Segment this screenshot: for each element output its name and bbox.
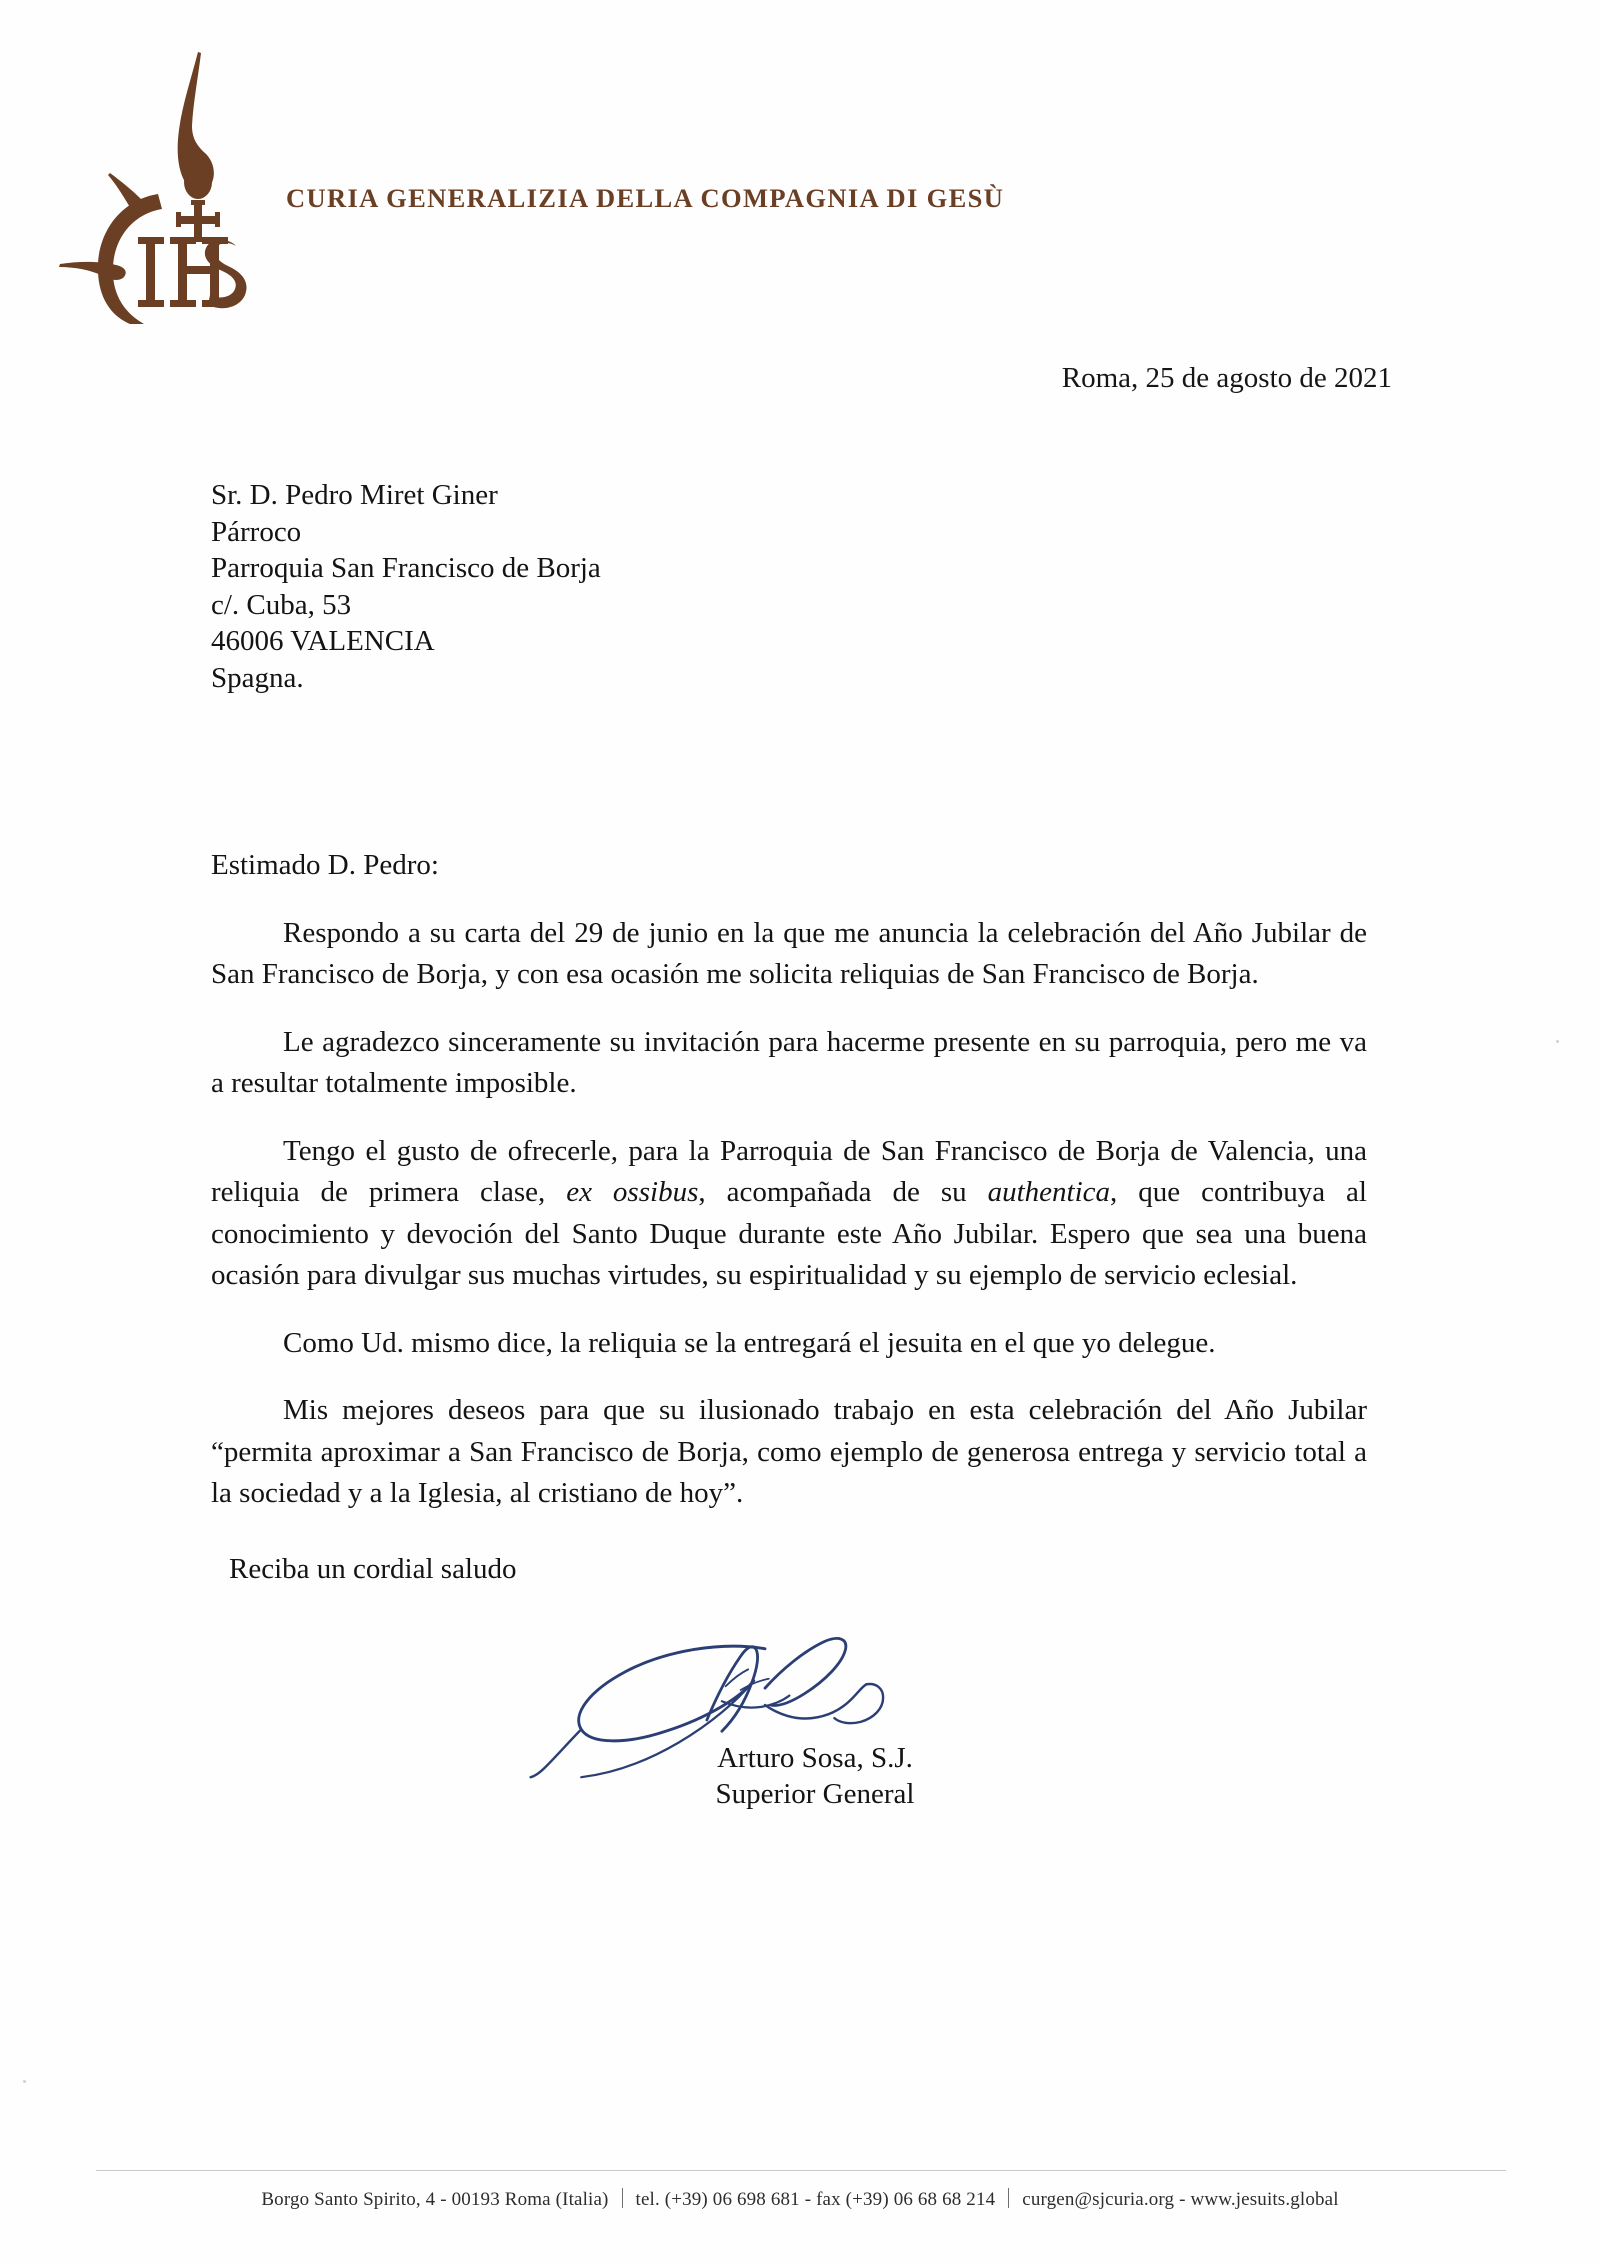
paragraph-3-part-a: Tengo el gusto de ofrecerle, para la Parroquia de San Francisco de Borja de Valencia, una reliquia de primera clase, xyxy=(211,1134,1367,1208)
paragraph-3-part-c: , que contribuya al conocimiento y devoción del Santo Duque durante este Año Jubilar. Espero que sea una buena ocasión para divulgar sus muchas virtudes, su espiritualidad y su ejemplo de servicio eclesial. xyxy=(211,1176,1367,1291)
scan-speck xyxy=(1556,1040,1559,1043)
footer-separator-2 xyxy=(1008,2188,1009,2208)
paragraph-1: Respondo a su carta del 29 de junio en la que me anuncia la celebración del Año Jubilar de San Francisco de Borja, y con esa ocasión me solicita reliquias de San Francisco de Borja. xyxy=(211,916,1367,990)
paragraph-5: Mis mejores deseos para que su ilusionado trabajo en esta celebración del Año Jubilar “permita aproximar a San Francisco de Borja, como ejemplo de generosa entrega y servicio total a la sociedad y a la Iglesia, al cristiano de hoy”. xyxy=(211,1394,1367,1509)
letter-body xyxy=(211,845,1367,1590)
latin-term-authentica: authentica xyxy=(987,1176,1110,1208)
footer-contact-line xyxy=(0,2188,1600,2211)
letterhead-title: CURIA GENERALIZIA DELLA COMPAGNIA DI GESÙ xyxy=(286,183,1005,213)
recipient-role: Párroco xyxy=(211,515,302,548)
latin-term-ex-ossibus: ex ossibus xyxy=(566,1176,699,1208)
scan-speck xyxy=(23,2080,26,2083)
signatory-names xyxy=(640,1740,990,1812)
recipient-address-block xyxy=(211,477,601,697)
recipient-street: c/. Cuba, 53 xyxy=(211,588,352,621)
footer-divider-rule xyxy=(96,2170,1506,2171)
recipient-name: Sr. D. Pedro Miret Giner xyxy=(211,479,498,511)
signature-block xyxy=(640,1640,1060,1850)
paragraph-3-part-b: , acompañada de su xyxy=(698,1176,988,1208)
paragraph-2: Le agradezco sinceramente su invitación para hacerme presente en su parroquia, pero me va a resultar totalmente imposible. xyxy=(211,1025,1367,1099)
signatory-title: Superior General xyxy=(715,1778,915,1810)
signatory-name: Arturo Sosa, S.J. xyxy=(717,1742,913,1774)
salutation: Estimado D. Pedro: xyxy=(211,849,439,881)
date-line: Roma, 25 de agosto de 2021 xyxy=(1061,362,1392,394)
letterhead xyxy=(0,0,1600,330)
footer-phone: tel. (+39) 06 698 681 - fax (+39) 06 68 68 214 xyxy=(635,2189,996,2210)
ihs-emblem-icon xyxy=(48,34,268,324)
closing-salutation: Reciba un cordial saludo xyxy=(229,1552,517,1585)
ihs-jesuit-emblem-logo xyxy=(48,34,268,324)
page-footer xyxy=(0,2188,1600,2211)
footer-address: Borgo Santo Spirito, 4 - 00193 Roma (Italia) xyxy=(261,2189,609,2210)
recipient-country: Spagna. xyxy=(211,661,304,694)
footer-separator-1 xyxy=(622,2188,623,2208)
recipient-parish: Parroquia San Francisco de Borja xyxy=(211,552,601,585)
paragraph-3 xyxy=(211,1131,1367,1297)
recipient-city: 46006 VALENCIA xyxy=(211,625,435,658)
footer-email-website: curgen@sjcuria.org - www.jesuits.global xyxy=(1022,2189,1339,2210)
paragraph-4: Como Ud. mismo dice, la reliquia se la entregará el jesuita en el que yo delegue. xyxy=(283,1326,1216,1359)
